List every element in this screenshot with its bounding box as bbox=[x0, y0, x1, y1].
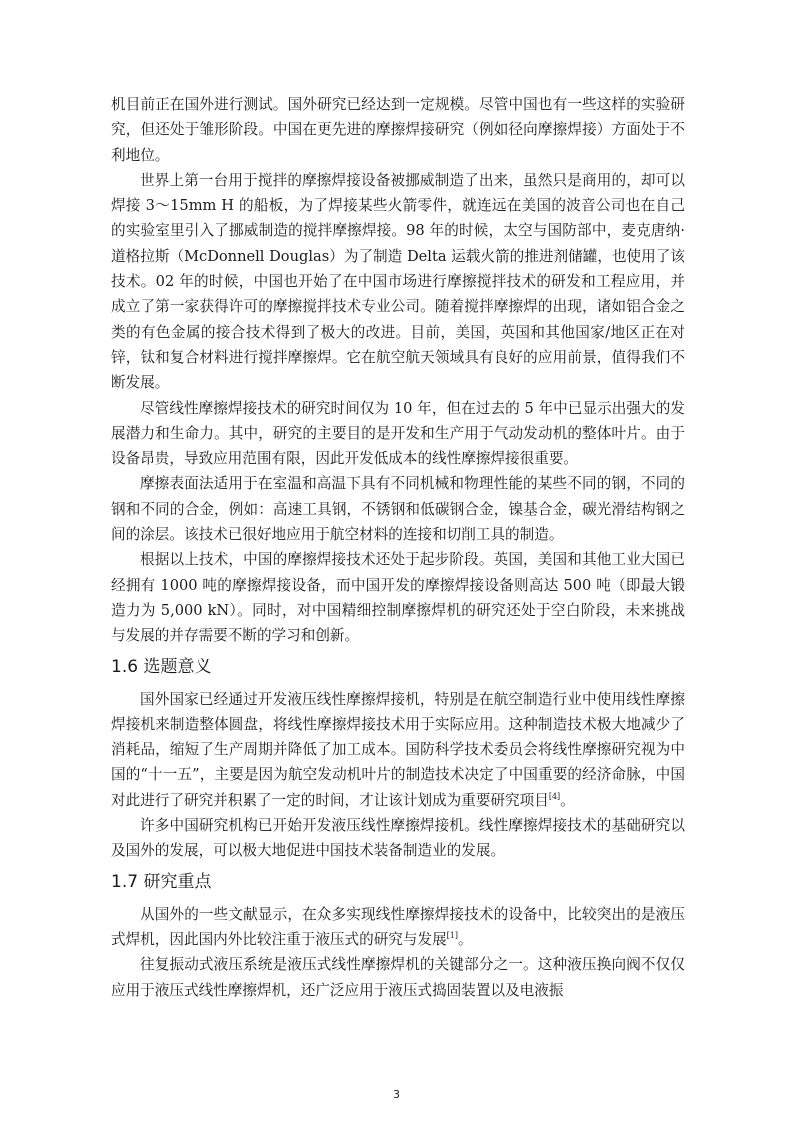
page-number: 3 bbox=[393, 1088, 400, 1101]
section-heading-1-6: 1.6 选题意义 bbox=[111, 656, 212, 677]
paragraph: 世界上第一台用于搅拌的摩擦焊接设备被挪威制造了出来，虽然只是商用的，却可以焊接 3～15mm H 的船板，为了焊接某些火箭零件，就连远在美国的波音公司也在自己的实验室里引入了挪威制造的搅拌摩擦焊接。98 年的时候，太空与国防部中，麦克唐纳·道格拉斯（McDonnell Douglas）为了制造 Delta 运载火箭的推进剂储罐，也使用了该技术。02 年的时候，中国也开始了在中国市场进行摩擦搅拌技术的研发和工程应用，并成立了第一家获得许可的摩擦搅拌技术专业公司。随着搅拌摩擦焊的出现，诸如铝合金之类的有色金属的接合技术得到了极大的改进。目前，美国，英国和其他国家/地区正在对锌，钛和复合材料进行搅拌摩擦焊。它在航空航天领域具有良好的应用前景，值得我们不断发展。 bbox=[111, 171, 685, 392]
citation-ref: [4] bbox=[548, 791, 561, 801]
section-heading-1-7: 1.7 研究重点 bbox=[111, 871, 212, 892]
paragraph-end: 。 bbox=[560, 791, 575, 809]
citation-ref: [1] bbox=[446, 931, 459, 941]
paragraph: 根据以上技术，中国的摩擦焊接技术还处于起步阶段。英国，美国和其他工业大国已经拥有 1000 吨的摩擦焊接设备，而中国开发的摩擦焊接设备则高达 500 吨（即最大锻造力为 5,000 kN）。同时，对中国精细控制摩擦焊机的研究还处于空白阶段，未来挑战与发展的并存需要不断的学习和创新。 bbox=[111, 551, 685, 645]
paragraph-text: 从国外的一些文献显示，在众多实现线性摩擦焊接技术的设备中，比较突出的是液压式焊机，因此国内外比较注重于液压式的研究与发展 bbox=[111, 905, 685, 948]
paragraph: 机目前正在国外进行测试。国外研究已经达到一定规模。尽管中国也有一些这样的实验研究，但还处于雏形阶段。中国在更先进的摩擦焊接研究（例如径向摩擦焊接）方面处于不利地位。 bbox=[111, 96, 685, 164]
paragraph: 许多中国研究机构已开始开发液压线性摩擦焊接机。线性摩擦焊接技术的基础研究以及国外的发展，可以极大地促进中国技术装备制造业的发展。 bbox=[111, 817, 685, 860]
paragraph bbox=[111, 902, 685, 953]
document-body bbox=[111, 92, 685, 1003]
paragraph bbox=[111, 687, 685, 813]
paragraph: 摩擦表面法适用于在室温和高温下具有不同机械和物理性能的某些不同的钢，不同的钢和不同的合金，例如：高速工具钢，不锈钢和低碳钢合金，镍基合金，碳光滑结构钢之间的涂层。该技术已很好地应用于航空材料的连接和切削工具的制造。 bbox=[111, 475, 685, 544]
paragraph-end: 。 bbox=[458, 930, 473, 948]
paragraph-text: 国外国家已经通过开发液压线性摩擦焊接机，特别是在航空制造行业中使用线性摩擦焊接机来制造整体圆盘，将线性摩擦焊接技术用于实际应用。这种制造技术极大地减少了消耗品，缩短了生产周期并降低了加工成本。国防科学技术委员会将线性摩擦研究视为中国的“十一五”，主要是因为航空发动机叶片的制造技术决定了中国重要的经济命脉，中国对此进行了研究并积累了一定的时间，才让该计划成为重要研究项目 bbox=[111, 690, 685, 809]
paragraph: 往复振动式液压系统是液压式线性摩擦焊机的关键部分之一。这种液压换向阀不仅仅应用于液压式线性摩擦焊机，还广泛应用于液压式捣固装置以及电液振 bbox=[111, 956, 685, 999]
paragraph: 尽管线性摩擦焊接技术的研究时间仅为 10 年，但在过去的 5 年中已显示出强大的发展潜力和生命力。其中，研究的主要目的是开发和生产用于气动发动机的整体叶片。由于设备昂贵，导致应用范围有限，因此开发低成本的线性摩擦焊接很重要。 bbox=[111, 399, 685, 468]
